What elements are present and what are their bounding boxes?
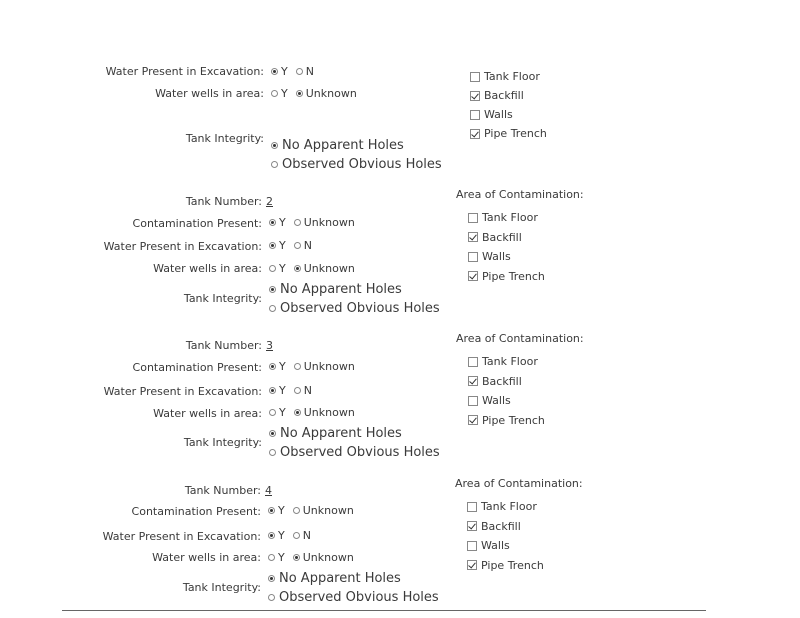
water-present-label: Water Present in Excavation: [102, 530, 261, 543]
integrity-no-holes-option [271, 138, 404, 153]
area-pipe-trench [470, 124, 547, 143]
backfill-label: Backfill [482, 374, 522, 388]
area-checklist [468, 208, 545, 286]
water-present-n-radio[interactable] [294, 242, 301, 249]
option-no-holes-label: No Apparent Holes [280, 426, 402, 441]
area-tank-floor [470, 67, 547, 86]
contamination-y-radio[interactable] [269, 363, 276, 370]
water-present-n-radio[interactable] [296, 68, 303, 75]
area-backfill [468, 372, 545, 392]
option-y-label: Y [279, 360, 286, 373]
integrity-no-holes-radio[interactable] [269, 286, 276, 293]
option-obvious-holes-label: Observed Obvious Holes [282, 157, 442, 172]
walls-checkbox[interactable] [470, 110, 480, 120]
tank-floor-label: Tank Floor [481, 500, 537, 514]
contamination-present-options [268, 504, 359, 517]
integrity-no-holes-option [269, 282, 402, 297]
contamination-y-radio[interactable] [269, 219, 276, 226]
integrity-obvious-holes-radio[interactable] [269, 305, 276, 312]
water-wells-unknown-radio[interactable] [294, 409, 301, 416]
walls-label: Walls [484, 108, 513, 121]
area-pipe-trench [467, 556, 544, 576]
option-unknown-label: Unknown [303, 406, 355, 419]
integrity-no-holes-option [269, 426, 402, 441]
contamination-present-label: Contamination Present: [132, 217, 262, 230]
walls-label: Walls [482, 394, 511, 408]
tank-integrity-label: Tank Integrity: [183, 292, 262, 305]
option-y-label: Y [279, 406, 286, 419]
option-y-label: Y [279, 239, 286, 252]
water-wells-unknown-radio[interactable] [293, 554, 300, 561]
area-of-contamination-heading: Area of Contamination: [455, 477, 583, 490]
contamination-present-options [269, 216, 360, 229]
water-present-y-radio[interactable] [269, 387, 276, 394]
water-present-n-radio[interactable] [293, 532, 300, 539]
water-present-y-radio[interactable] [271, 68, 278, 75]
integrity-obvious-holes-radio[interactable] [268, 594, 275, 601]
option-no-holes-label: No Apparent Holes [282, 138, 404, 153]
area-tank-floor [468, 352, 545, 372]
integrity-obvious-holes-radio[interactable] [269, 449, 276, 456]
contamination-unknown-radio[interactable] [293, 507, 300, 514]
pipe-trench-checkbox[interactable] [468, 415, 478, 425]
pipe-trench-label: Pipe Trench [481, 558, 544, 572]
walls-checkbox[interactable] [468, 252, 478, 262]
tank-number-value: 4 [265, 484, 272, 497]
water-wells-label: Water wells in area: [153, 407, 262, 420]
water-present-options [269, 384, 317, 397]
option-unknown-label: Unknown [303, 216, 355, 229]
option-y-label: Y [281, 87, 288, 100]
water-present-n-radio[interactable] [294, 387, 301, 394]
option-obvious-holes-label: Observed Obvious Holes [280, 445, 440, 460]
area-backfill [470, 86, 547, 105]
pipe-trench-checkbox[interactable] [468, 271, 478, 281]
water-wells-unknown-radio[interactable] [294, 265, 301, 272]
tank-integrity-label: Tank Integrity: [183, 436, 262, 449]
tank-number-label: Tank Number: [185, 195, 262, 208]
area-pipe-trench [468, 267, 545, 287]
option-n-label: N [303, 384, 312, 397]
water-present-label: Water Present in Excavation: [105, 65, 264, 78]
water-wells-options [268, 551, 359, 564]
backfill-checkbox[interactable] [467, 521, 477, 531]
area-tank-floor [468, 208, 545, 228]
option-y-label: Y [278, 529, 285, 542]
integrity-obvious-holes-option [268, 590, 439, 605]
area-walls [467, 536, 544, 556]
tank-floor-checkbox[interactable] [468, 357, 478, 367]
tank-integrity-label: Tank Integrity: [182, 581, 261, 594]
backfill-label: Backfill [484, 89, 524, 102]
pipe-trench-checkbox[interactable] [467, 560, 477, 570]
walls-checkbox[interactable] [468, 396, 478, 406]
option-y-label: Y [279, 216, 286, 229]
area-of-contamination-heading: Area of Contamination: [456, 188, 584, 201]
water-present-y-radio[interactable] [269, 242, 276, 249]
option-y-label: Y [278, 551, 285, 564]
water-present-label: Water Present in Excavation: [103, 385, 262, 398]
backfill-label: Backfill [482, 230, 522, 244]
integrity-no-holes-radio[interactable] [269, 430, 276, 437]
option-unknown-label: Unknown [303, 262, 355, 275]
integrity-obvious-holes-option [269, 445, 440, 460]
area-checklist [467, 497, 544, 575]
area-walls [470, 105, 547, 124]
contamination-present-label: Contamination Present: [132, 361, 262, 374]
option-no-holes-label: No Apparent Holes [279, 571, 401, 586]
pipe-trench-label: Pipe Trench [482, 269, 545, 283]
option-unknown-label: Unknown [302, 551, 354, 564]
water-present-options [271, 65, 319, 78]
tank-integrity-label: Tank Integrity: [185, 132, 264, 145]
option-unknown-label: Unknown [305, 87, 357, 100]
tank-floor-checkbox[interactable] [467, 502, 477, 512]
tank-number-label: Tank Number: [185, 339, 262, 352]
integrity-no-holes-radio[interactable] [268, 575, 275, 582]
water-wells-y-radio[interactable] [269, 265, 276, 272]
water-wells-y-radio[interactable] [271, 90, 278, 97]
option-unknown-label: Unknown [302, 504, 354, 517]
bottom-divider [62, 610, 706, 611]
walls-label: Walls [482, 250, 511, 264]
integrity-no-holes-radio[interactable] [271, 142, 278, 149]
area-pipe-trench [468, 411, 545, 431]
contamination-y-radio[interactable] [268, 507, 275, 514]
contamination-present-label: Contamination Present: [131, 505, 261, 518]
backfill-checkbox[interactable] [468, 376, 478, 386]
area-walls [468, 247, 545, 267]
water-wells-unknown-radio[interactable] [296, 90, 303, 97]
option-obvious-holes-label: Observed Obvious Holes [280, 301, 440, 316]
integrity-obvious-holes-option [271, 157, 442, 172]
pipe-trench-checkbox[interactable] [470, 129, 480, 139]
tank-floor-label: Tank Floor [484, 70, 540, 83]
tank-number-value: 3 [266, 339, 273, 352]
area-walls [468, 391, 545, 411]
option-no-holes-label: No Apparent Holes [280, 282, 402, 297]
pipe-trench-label: Pipe Trench [482, 413, 545, 427]
option-y-label: Y [279, 262, 286, 275]
water-present-label: Water Present in Excavation: [103, 240, 262, 253]
option-n-label: N [302, 529, 311, 542]
water-wells-options [269, 406, 360, 419]
option-y-label: Y [279, 384, 286, 397]
option-y-label: Y [281, 65, 288, 78]
water-wells-label: Water wells in area: [152, 551, 261, 564]
option-y-label: Y [278, 504, 285, 517]
tank-floor-label: Tank Floor [482, 355, 538, 369]
water-wells-options [271, 87, 362, 100]
area-tank-floor [467, 497, 544, 517]
tank-floor-checkbox[interactable] [470, 72, 480, 82]
option-n-label: N [305, 65, 314, 78]
area-checklist [470, 67, 547, 143]
water-wells-options [269, 262, 360, 275]
water-present-y-radio[interactable] [268, 532, 275, 539]
contamination-unknown-radio[interactable] [294, 219, 301, 226]
tank-floor-checkbox[interactable] [468, 213, 478, 223]
area-backfill [467, 517, 544, 537]
area-backfill [468, 228, 545, 248]
water-present-options [269, 239, 317, 252]
contamination-unknown-radio[interactable] [294, 363, 301, 370]
pipe-trench-label: Pipe Trench [484, 127, 547, 140]
integrity-obvious-holes-radio[interactable] [271, 161, 278, 168]
option-n-label: N [303, 239, 312, 252]
contamination-present-options [269, 360, 360, 373]
area-checklist [468, 352, 545, 430]
water-wells-y-radio[interactable] [268, 554, 275, 561]
backfill-label: Backfill [481, 519, 521, 533]
backfill-checkbox[interactable] [468, 232, 478, 242]
walls-label: Walls [481, 539, 510, 553]
walls-checkbox[interactable] [467, 541, 477, 551]
area-of-contamination-heading: Area of Contamination: [456, 332, 584, 345]
integrity-no-holes-option [268, 571, 401, 586]
tank-number-label: Tank Number: [184, 484, 261, 497]
water-wells-y-radio[interactable] [269, 409, 276, 416]
integrity-obvious-holes-option [269, 301, 440, 316]
water-present-options [268, 529, 316, 542]
option-obvious-holes-label: Observed Obvious Holes [279, 590, 439, 605]
backfill-checkbox[interactable] [470, 91, 480, 101]
tank-floor-label: Tank Floor [482, 211, 538, 225]
water-wells-label: Water wells in area: [153, 262, 262, 275]
water-wells-label: Water wells in area: [155, 87, 264, 100]
option-unknown-label: Unknown [303, 360, 355, 373]
tank-number-value: 2 [266, 195, 273, 208]
